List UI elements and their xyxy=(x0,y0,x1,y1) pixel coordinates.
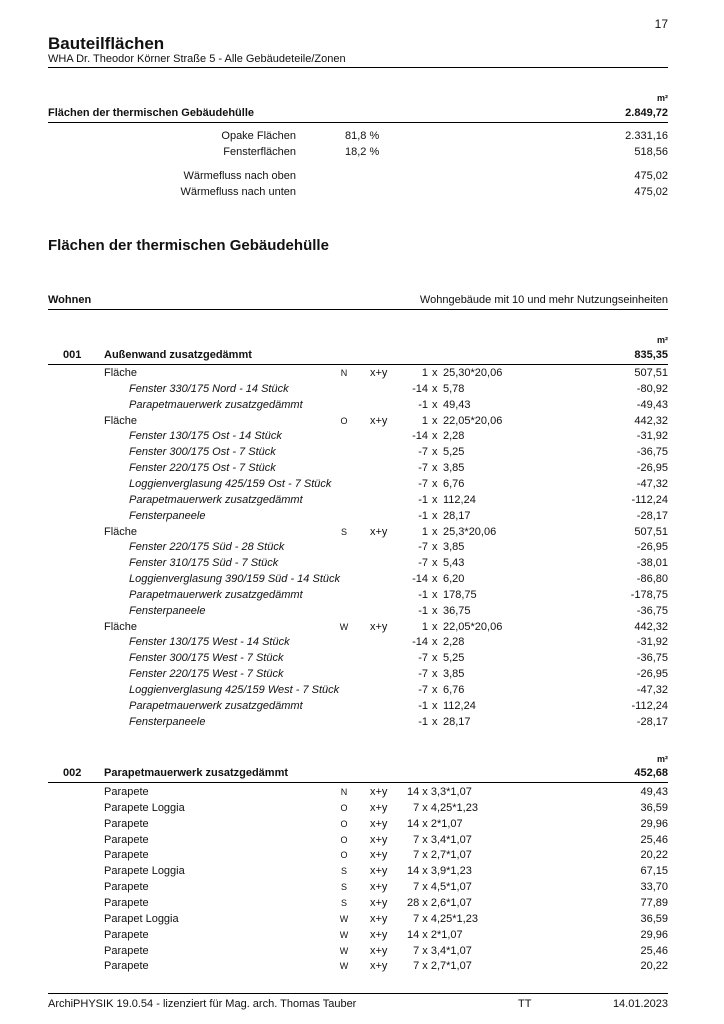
dimension: 5,25 xyxy=(443,446,465,458)
usage-label: Wohnen xyxy=(48,294,92,306)
orientation-code: S xyxy=(340,898,347,908)
times-sign: x xyxy=(432,700,438,712)
usage-divider xyxy=(48,309,668,310)
multiplier: -7 xyxy=(418,478,428,490)
orientation-code: S xyxy=(340,882,347,892)
formula: 7 x 2,7*1,07 xyxy=(407,849,472,861)
area-value: -28,17 xyxy=(636,716,668,728)
component-name: Parapetmauerwerk zusatzgedämmt xyxy=(129,700,303,712)
section-heading: Flächen der thermischen Gebäudehülle xyxy=(48,237,329,254)
dimension: 2,28 xyxy=(443,430,465,442)
footer-date: 14.01.2023 xyxy=(612,998,668,1010)
times-sign: x xyxy=(432,367,438,379)
operator: x+y xyxy=(370,802,388,814)
times-sign: x xyxy=(432,652,438,664)
summary-row-value: 2.331,16 xyxy=(625,130,668,142)
multiplier: -1 xyxy=(418,494,428,506)
component-name: Loggienverglasung 390/159 Süd - 14 Stück xyxy=(129,573,340,585)
component-name: Parapetmauerwerk zusatzgedämmt xyxy=(129,494,303,506)
orientation-code: O xyxy=(340,835,348,845)
component-name: Fensterpaneele xyxy=(129,716,206,728)
multiplier: -7 xyxy=(418,462,428,474)
multiplier: -7 xyxy=(418,541,428,553)
area-value: -36,75 xyxy=(636,652,668,664)
group-divider xyxy=(48,364,668,365)
dimension: 6,76 xyxy=(443,478,465,490)
operator: x+y xyxy=(370,415,388,427)
multiplier: 1 xyxy=(421,526,428,538)
multiplier: -1 xyxy=(418,589,428,601)
multiplier: -1 xyxy=(418,399,428,411)
times-sign: x xyxy=(432,510,438,522)
dimension: 36,75 xyxy=(443,605,471,617)
component-name: Fensterpaneele xyxy=(129,605,206,617)
component-name: Fenster 300/175 Ost - 7 Stück xyxy=(129,446,276,458)
orientation-code: W xyxy=(339,914,349,924)
component-name: Parapete xyxy=(104,849,149,861)
orientation-code: S xyxy=(340,866,347,876)
dimension: 5,25 xyxy=(443,652,465,664)
formula: 7 x 4,25*1,23 xyxy=(407,913,478,925)
area-value: -36,75 xyxy=(636,605,668,617)
orientation-code: N xyxy=(340,787,348,797)
operator: x+y xyxy=(370,913,388,925)
component-name: Fenster 310/175 Süd - 7 Stück xyxy=(129,557,279,569)
summary-row-value: 475,02 xyxy=(634,186,668,198)
summary-unit: m² xyxy=(657,93,668,103)
area-value: 442,32 xyxy=(634,415,668,427)
dimension: 112,24 xyxy=(443,700,476,712)
area-value: 25,46 xyxy=(640,834,668,846)
component-name: Fenster 220/175 Süd - 28 Stück xyxy=(129,541,285,553)
formula: 14 x 2*1,07 xyxy=(407,929,463,941)
component-name: Fenster 300/175 West - 7 Stück xyxy=(129,652,284,664)
dimension: 28,17 xyxy=(443,716,471,728)
dimension: 25,30*20,06 xyxy=(443,367,503,379)
summary-total: 2.849,72 xyxy=(625,107,668,119)
component-name: Parapetmauerwerk zusatzgedämmt xyxy=(129,399,303,411)
area-value: 25,46 xyxy=(640,945,668,957)
page-number: 17 xyxy=(654,17,668,31)
dimension: 5,78 xyxy=(443,383,465,395)
area-value: 36,59 xyxy=(640,802,668,814)
dimension: 3,85 xyxy=(443,462,465,474)
dimension: 112,24 xyxy=(443,494,476,506)
area-value: -38,01 xyxy=(636,557,668,569)
operator: x+y xyxy=(370,621,388,633)
component-name: Fläche xyxy=(104,526,138,538)
area-value: -112,24 xyxy=(631,700,668,712)
operator: x+y xyxy=(370,849,388,861)
component-name: Fenster 220/175 Ost - 7 Stück xyxy=(129,462,276,474)
dimension: 178,75 xyxy=(443,589,477,601)
multiplier: -1 xyxy=(418,605,428,617)
formula: 14 x 3,3*1,07 xyxy=(407,786,472,798)
component-name: Parapete xyxy=(104,960,149,972)
area-value: 67,15 xyxy=(640,865,668,877)
operator: x+y xyxy=(370,367,388,379)
multiplier: -7 xyxy=(418,446,428,458)
area-value: -49,43 xyxy=(636,399,668,411)
summary-divider xyxy=(48,122,668,123)
area-value: 507,51 xyxy=(634,367,668,379)
operator: x+y xyxy=(370,881,388,893)
component-name: Parapet Loggia xyxy=(104,913,179,925)
area-value: 29,96 xyxy=(640,818,668,830)
multiplier: -7 xyxy=(418,668,428,680)
group-number: 002 xyxy=(63,767,82,779)
operator: x+y xyxy=(370,818,388,830)
orientation-code: W xyxy=(339,930,349,940)
area-value: 20,22 xyxy=(640,849,668,861)
times-sign: x xyxy=(432,399,438,411)
orientation-code: O xyxy=(340,850,348,860)
group-total: 835,35 xyxy=(634,349,668,361)
multiplier: -1 xyxy=(418,510,428,522)
summary-row-percent: 18,2 % xyxy=(345,146,380,158)
group-name: Parapetmauerwerk zusatzgedämmt xyxy=(104,767,289,779)
summary-row-percent: 81,8 % xyxy=(345,130,380,142)
group-unit: m² xyxy=(657,335,668,345)
document-subtitle: WHA Dr. Theodor Körner Straße 5 - Alle Gebäudeteile/Zonen xyxy=(48,53,346,65)
multiplier: -14 xyxy=(412,636,428,648)
orientation-code: O xyxy=(340,819,348,829)
area-value: -86,80 xyxy=(636,573,668,585)
dimension: 2,28 xyxy=(443,636,465,648)
area-value: -28,17 xyxy=(636,510,668,522)
footer-license: ArchiPHYSIK 19.0.54 - lizenziert für Mag. arch. Thomas Tauber xyxy=(48,998,357,1010)
operator: x+y xyxy=(370,834,388,846)
area-value: 36,59 xyxy=(640,913,668,925)
dimension: 6,20 xyxy=(443,573,465,585)
dimension: 5,43 xyxy=(443,557,465,569)
summary-row-label: Fensterflächen xyxy=(223,146,296,158)
multiplier: -1 xyxy=(418,716,428,728)
component-name: Parapete Loggia xyxy=(104,802,185,814)
formula: 14 x 3,9*1,23 xyxy=(407,865,472,877)
formula: 7 x 4,5*1,07 xyxy=(407,881,472,893)
area-value: 442,32 xyxy=(634,621,668,633)
orientation-code: N xyxy=(340,368,348,378)
area-value: 20,22 xyxy=(640,960,668,972)
component-name: Fenster 220/175 West - 7 Stück xyxy=(129,668,284,680)
area-value: -80,92 xyxy=(636,383,668,395)
group-name: Außenwand zusatzgedämmt xyxy=(104,349,252,361)
times-sign: x xyxy=(432,573,438,585)
times-sign: x xyxy=(432,383,438,395)
summary-row-value: 518,56 xyxy=(634,146,668,158)
operator: x+y xyxy=(370,897,388,909)
area-value: -31,92 xyxy=(636,430,668,442)
area-value: 507,51 xyxy=(634,526,668,538)
multiplier: -14 xyxy=(412,383,428,395)
operator: x+y xyxy=(370,865,388,877)
component-name: Parapete xyxy=(104,818,149,830)
orientation-code: W xyxy=(339,946,349,956)
area-value: 77,89 xyxy=(640,897,668,909)
header-divider xyxy=(48,67,668,68)
dimension: 49,43 xyxy=(443,399,471,411)
times-sign: x xyxy=(432,621,438,633)
footer-initials: TT xyxy=(518,998,532,1010)
summary-label: Flächen der thermischen Gebäudehülle xyxy=(48,107,254,119)
component-name: Fläche xyxy=(104,367,138,379)
times-sign: x xyxy=(432,589,438,601)
component-name: Parapetmauerwerk zusatzgedämmt xyxy=(129,589,303,601)
multiplier: 1 xyxy=(421,415,428,427)
times-sign: x xyxy=(432,605,438,617)
component-name: Parapete xyxy=(104,881,149,893)
component-name: Fensterpaneele xyxy=(129,510,206,522)
formula: 7 x 4,25*1,23 xyxy=(407,802,478,814)
component-name: Loggienverglasung 425/159 West - 7 Stück xyxy=(129,684,340,696)
area-value: -112,24 xyxy=(631,494,668,506)
summary-row-value: 475,02 xyxy=(634,170,668,182)
multiplier: -14 xyxy=(412,430,428,442)
component-name: Loggienverglasung 425/159 Ost - 7 Stück xyxy=(129,478,332,490)
summary-row-label: Wärmefluss nach oben xyxy=(183,170,296,182)
times-sign: x xyxy=(432,415,438,427)
formula: 28 x 2,6*1,07 xyxy=(407,897,472,909)
area-value: 49,43 xyxy=(640,786,668,798)
times-sign: x xyxy=(432,526,438,538)
operator: x+y xyxy=(370,929,388,941)
multiplier: -14 xyxy=(412,573,428,585)
area-value: -47,32 xyxy=(636,478,668,490)
multiplier: -1 xyxy=(418,700,428,712)
times-sign: x xyxy=(432,462,438,474)
area-value: -26,95 xyxy=(636,541,668,553)
component-name: Parapete xyxy=(104,929,149,941)
group-number: 001 xyxy=(63,349,82,361)
multiplier: 1 xyxy=(421,621,428,633)
orientation-code: O xyxy=(340,416,348,426)
group-unit: m² xyxy=(657,754,668,764)
area-value: -36,75 xyxy=(636,446,668,458)
formula: 7 x 3,4*1,07 xyxy=(407,834,472,846)
times-sign: x xyxy=(432,478,438,490)
multiplier: -7 xyxy=(418,652,428,664)
area-value: -26,95 xyxy=(636,668,668,680)
orientation-code: O xyxy=(340,803,348,813)
dimension: 22,05*20,06 xyxy=(443,415,503,427)
component-name: Fläche xyxy=(104,621,138,633)
orientation-code: S xyxy=(340,527,347,537)
dimension: 3,85 xyxy=(443,668,465,680)
times-sign: x xyxy=(432,636,438,648)
group-total: 452,68 xyxy=(634,767,668,779)
component-name: Parapete xyxy=(104,834,149,846)
summary-row-label: Wärmefluss nach unten xyxy=(180,186,296,198)
times-sign: x xyxy=(432,494,438,506)
operator: x+y xyxy=(370,526,388,538)
times-sign: x xyxy=(432,541,438,553)
component-name: Fenster 130/175 West - 14 Stück xyxy=(129,636,290,648)
component-name: Parapete xyxy=(104,897,149,909)
operator: x+y xyxy=(370,786,388,798)
formula: 7 x 3,4*1,07 xyxy=(407,945,472,957)
dimension: 6,76 xyxy=(443,684,465,696)
usage-type: Wohngebäude mit 10 und mehr Nutzungseinheiten xyxy=(419,294,668,306)
formula: 14 x 2*1,07 xyxy=(407,818,463,830)
document-title: Bauteilflächen xyxy=(48,34,165,53)
group-divider xyxy=(48,782,668,783)
footer-divider xyxy=(48,993,668,994)
area-value: 33,70 xyxy=(640,881,668,893)
orientation-code: W xyxy=(339,622,349,632)
formula: 7 x 2,7*1,07 xyxy=(407,960,472,972)
dimension: 25,3*20,06 xyxy=(443,526,497,538)
dimension: 28,17 xyxy=(443,510,471,522)
operator: x+y xyxy=(370,960,388,972)
component-name: Parapete xyxy=(104,786,149,798)
multiplier: 1 xyxy=(421,367,428,379)
summary-row-label: Opake Flächen xyxy=(221,130,296,142)
times-sign: x xyxy=(432,684,438,696)
component-name: Fenster 130/175 Ost - 14 Stück xyxy=(129,430,282,442)
dimension: 22,05*20,06 xyxy=(443,621,503,633)
component-name: Fenster 330/175 Nord - 14 Stück xyxy=(129,383,289,395)
area-value: -26,95 xyxy=(636,462,668,474)
component-name: Parapete Loggia xyxy=(104,865,185,877)
area-value: -178,75 xyxy=(630,589,668,601)
component-name: Fläche xyxy=(104,415,138,427)
times-sign: x xyxy=(432,430,438,442)
multiplier: -7 xyxy=(418,684,428,696)
times-sign: x xyxy=(432,446,438,458)
orientation-code: W xyxy=(339,961,349,971)
dimension: 3,85 xyxy=(443,541,465,553)
area-value: 29,96 xyxy=(640,929,668,941)
multiplier: -7 xyxy=(418,557,428,569)
component-name: Parapete xyxy=(104,945,149,957)
times-sign: x xyxy=(432,668,438,680)
times-sign: x xyxy=(432,557,438,569)
area-value: -31,92 xyxy=(636,636,668,648)
times-sign: x xyxy=(432,716,438,728)
area-value: -47,32 xyxy=(636,684,668,696)
operator: x+y xyxy=(370,945,388,957)
